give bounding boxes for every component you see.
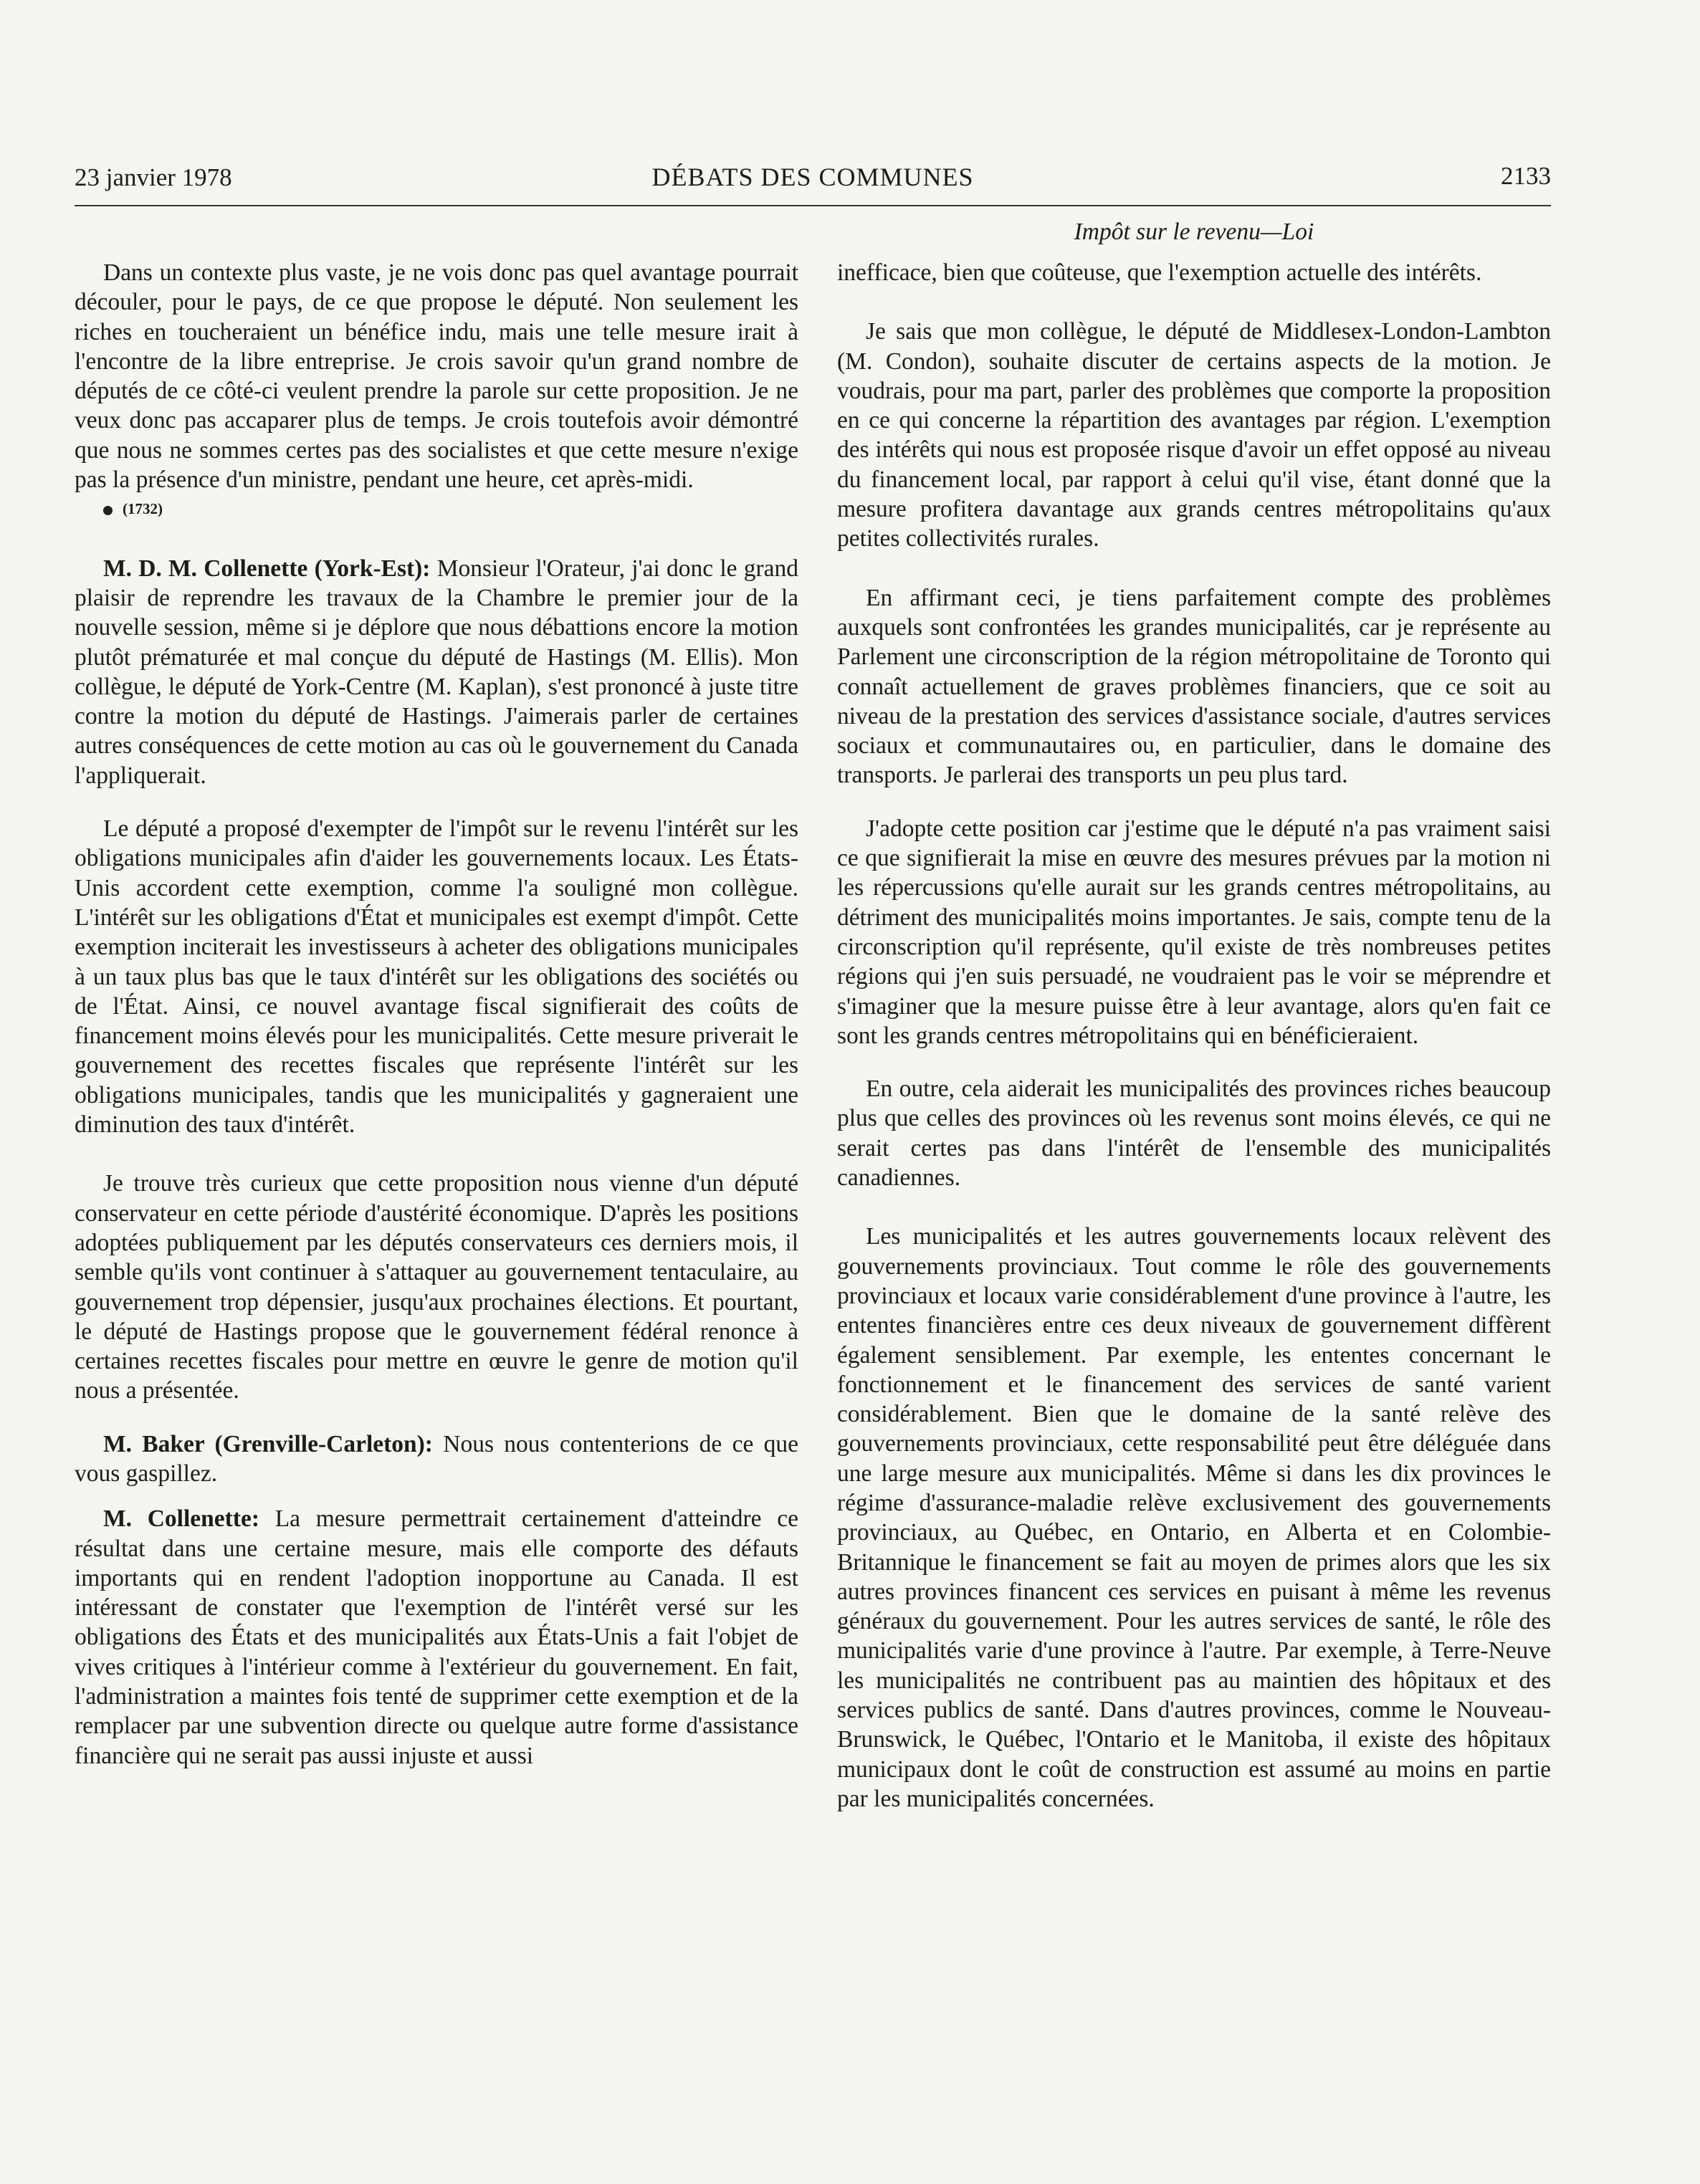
paragraph: J'adopte cette position car j'estime que le député n'a pas vraiment saisi ce que signifierait la mise en œuvre des mesures prévues par la motion ni les répercussions qu'elle aurait sur les grands centres métropolitains, au détriment des municipalités moins importantes. Je sais, compte tenu de la circonscription qu'il représente, qu'il existe de très nombreuses petites régions qui j'en suis persuadé, ne voudraient pas le voir se méprendre et s'imaginer que la mesure puisse être à leur avantage, alors qu'en fait ce sont les grands centres métropolitains qui en bénéficieraient. — [837, 815, 1551, 1049]
running-subject: Impôt sur le revenu—Loi — [1074, 219, 1314, 245]
speaker-name: M. Collenette: — [103, 1505, 259, 1533]
page-number: 2133 — [1501, 162, 1551, 190]
paragraph-continuation: inefficace, bien que coûteuse, que l'exemption actuelle des intérêts. — [837, 259, 1482, 286]
speech-text: Monsieur l'Orateur, j'ai donc le grand plaisir de reprendre les travaux de la Chambre le premier jour de la nouvelle session, même si je déplore que nous débattions encore la motion plutôt prématurée et mal conçue du député de Hastings (M. Ellis). Mon collègue, le député de York-Centre (M. Kaplan), s'est prononcé à juste titre contre la motion du député de Hastings. J'aimerais parler de certaines autres conséquences de cette motion au cas où le gouvernement du Canada l'appliquerait. — [75, 555, 799, 789]
speaker-name: M. D. M. Collenette (York-Est): — [103, 555, 431, 582]
speech-paragraph — [75, 1504, 798, 1771]
paragraph: Dans un contexte plus vaste, je ne vois donc pas quel avantage pourrait découler, pour le pays, de ce que propose le député. Non seulement les riches en toucheraient un bénéfice indu, mais une telle mesure irait à l'encontre de la libre entreprise. Je crois savoir qu'un grand nombre de députés de ce côté-ci veulent prendre la parole sur cette proposition. Je ne veux donc pas accaparer plus de temps. Je crois toutefois avoir démontré que nous ne sommes certes pas des socialistes et que cette mesure n'exige pas la présence d'un ministre, pendant une heure, cet après-midi. — [75, 259, 798, 494]
paragraph: Les municipalités et les autres gouvernements locaux relèvent des gouvernements provinciaux. Tout comme le rôle des gouvernements provinciaux et locaux varie considérablement d'une province à l'autre, les ententes financières entre ces deux niveaux de gouvernement diffèrent également sensiblement. Par exemple, les ententes concernant le fonctionnement et le financement des services de santé varient considérablement. Bien que le domaine de la santé relève des gouvernements provinciaux, cette responsabilité peut être déléguée dans une large mesure aux municipalités. Même si dans les dix provinces le régime d'assurance-maladie relève exclusivement des gouvernements provinciaux, au Québec, en Ontario, en Alberta et en Colombie-Britannique le financement se fait au moyen de primes alors que les six autres provinces financent ces services en puisant à même les revenus généraux du gouvernement. Pour les autres services de santé, le rôle des municipalités varie d'une province à l'autre. Par exemple, à Terre-Neuve les municipalités ne contribuent pas au maintien des hôpitaux et des services publics de santé. Dans d'autres provinces, comme le Nouveau-Brunswick, le Québec, l'Ontario et le Manitoba, il existe des hôpitaux municipaux dont le coût de construction est assumé au moins en partie par les municipalités concernées. — [837, 1223, 1551, 1812]
paragraph: En outre, cela aiderait les municipalités des provinces riches beaucoup plus que celles des provinces où les revenus sont moins élevés, ce qui ne serait certes pas dans l'intérêt de l'ensemble des municipalités canadiennes. — [837, 1076, 1551, 1192]
paragraph: En affirmant ceci, je tiens parfaitement compte des problèmes auxquels sont confrontées les grandes municipalités, car je représente au Parlement une circonscription de la région métropolitaine de Toronto qui connaît actuellement de graves problèmes financiers, que ce soit au niveau de la prestation des services d'assistance sociale, d'autres services sociaux et communautaires ou, en particulier, dans le domaine des transports. Je parlerai des transports un peu plus tard. — [837, 584, 1551, 789]
speech-paragraph — [75, 1429, 798, 1489]
speech-text: Nous nous contenterions de ce que vous gaspillez. — [75, 1430, 798, 1487]
header-date: 23 janvier 1978 — [75, 163, 232, 191]
publication-title: DÉBATS DES COMMUNES — [651, 163, 974, 191]
speaker-name: M. Baker (Grenville-Carleton): — [103, 1430, 433, 1457]
time-marker-text: (1732) — [123, 500, 163, 518]
paragraph: Le député a proposé d'exempter de l'impôt sur le revenu l'intérêt sur les obligations municipales afin d'aider les gouvernements locaux. Les États-Unis accordent cette exemption, comme l'a souligné mon collègue. L'intérêt sur les obligations d'État et municipales est exempt d'impôt. Cette exemption inciterait les investisseurs à acheter des obligations municipales à un taux plus bas que le taux d'intérêt sur les obligations des sociétés ou de l'État. Ainsi, ce nouvel avantage fiscal signifierait des coûts de financement moins élevés pour les municipalités. Cette mesure priverait le gouvernement des recettes fiscales que représente l'intérêt sur les obligations municipales, tandis que les municipalités y gagneraient une diminution des taux d'intérêt. — [75, 815, 798, 1139]
paragraph: Je trouve très curieux que cette proposition nous vienne d'un député conservateur en cette période d'austérité économique. D'après les positions adoptées publiquement par les députés conservateurs ces derniers mois, il semble qu'ils vont continuer à s'attaquer au gouvernement tentaculaire, au gouvernement trop dépensier, jusqu'aux prochaines élections. Et pourtant, le député de Hastings propose que le gouvernement fédéral renonce à certaines recettes fiscales pour mettre en œuvre le genre de motion qu'il nous a présentée. — [75, 1170, 798, 1404]
bullet-icon — [103, 506, 113, 515]
paragraph: Je sais que mon collègue, le député de Middlesex-London-Lambton (M. Condon), souhaite discuter de certains aspects de la motion. Je voudrais, pour ma part, parler des problèmes que comporte la proposition en ce qui concerne la répartition des avantages par région. L'exemption des intérêts qui nous est proposée risque d'avoir un effet opposé au niveau du financement local, par rapport à celui qu'il vise, étant donné que la mesure profitera davantage aux grands centres métropolitains qu'aux petites collectivités rurales. — [837, 318, 1551, 552]
speech-text: La mesure permettrait certainement d'atteindre ce résultat dans une certaine mesure, mais elle comporte des défauts importants qui en rendent l'adoption inopportune au Canada. Il est intéressant de constater que l'exemption de l'intérêt versé sur les obligations des États et des municipalités aux États-Unis a fait l'objet de vives critiques à l'intérieur comme à l'extérieur du gouvernement. En fait, l'administration a maintes fois tenté de supprimer cette exemption et de la remplacer par une subvention directe ou quelque autre forme d'assistance financière qui ne serait pas aussi injuste et aussi — [75, 1505, 798, 1769]
page-header — [75, 162, 1551, 206]
left-column — [75, 258, 798, 1771]
time-marker — [75, 494, 798, 524]
right-column — [837, 258, 1551, 1814]
speech-paragraph — [75, 554, 798, 790]
